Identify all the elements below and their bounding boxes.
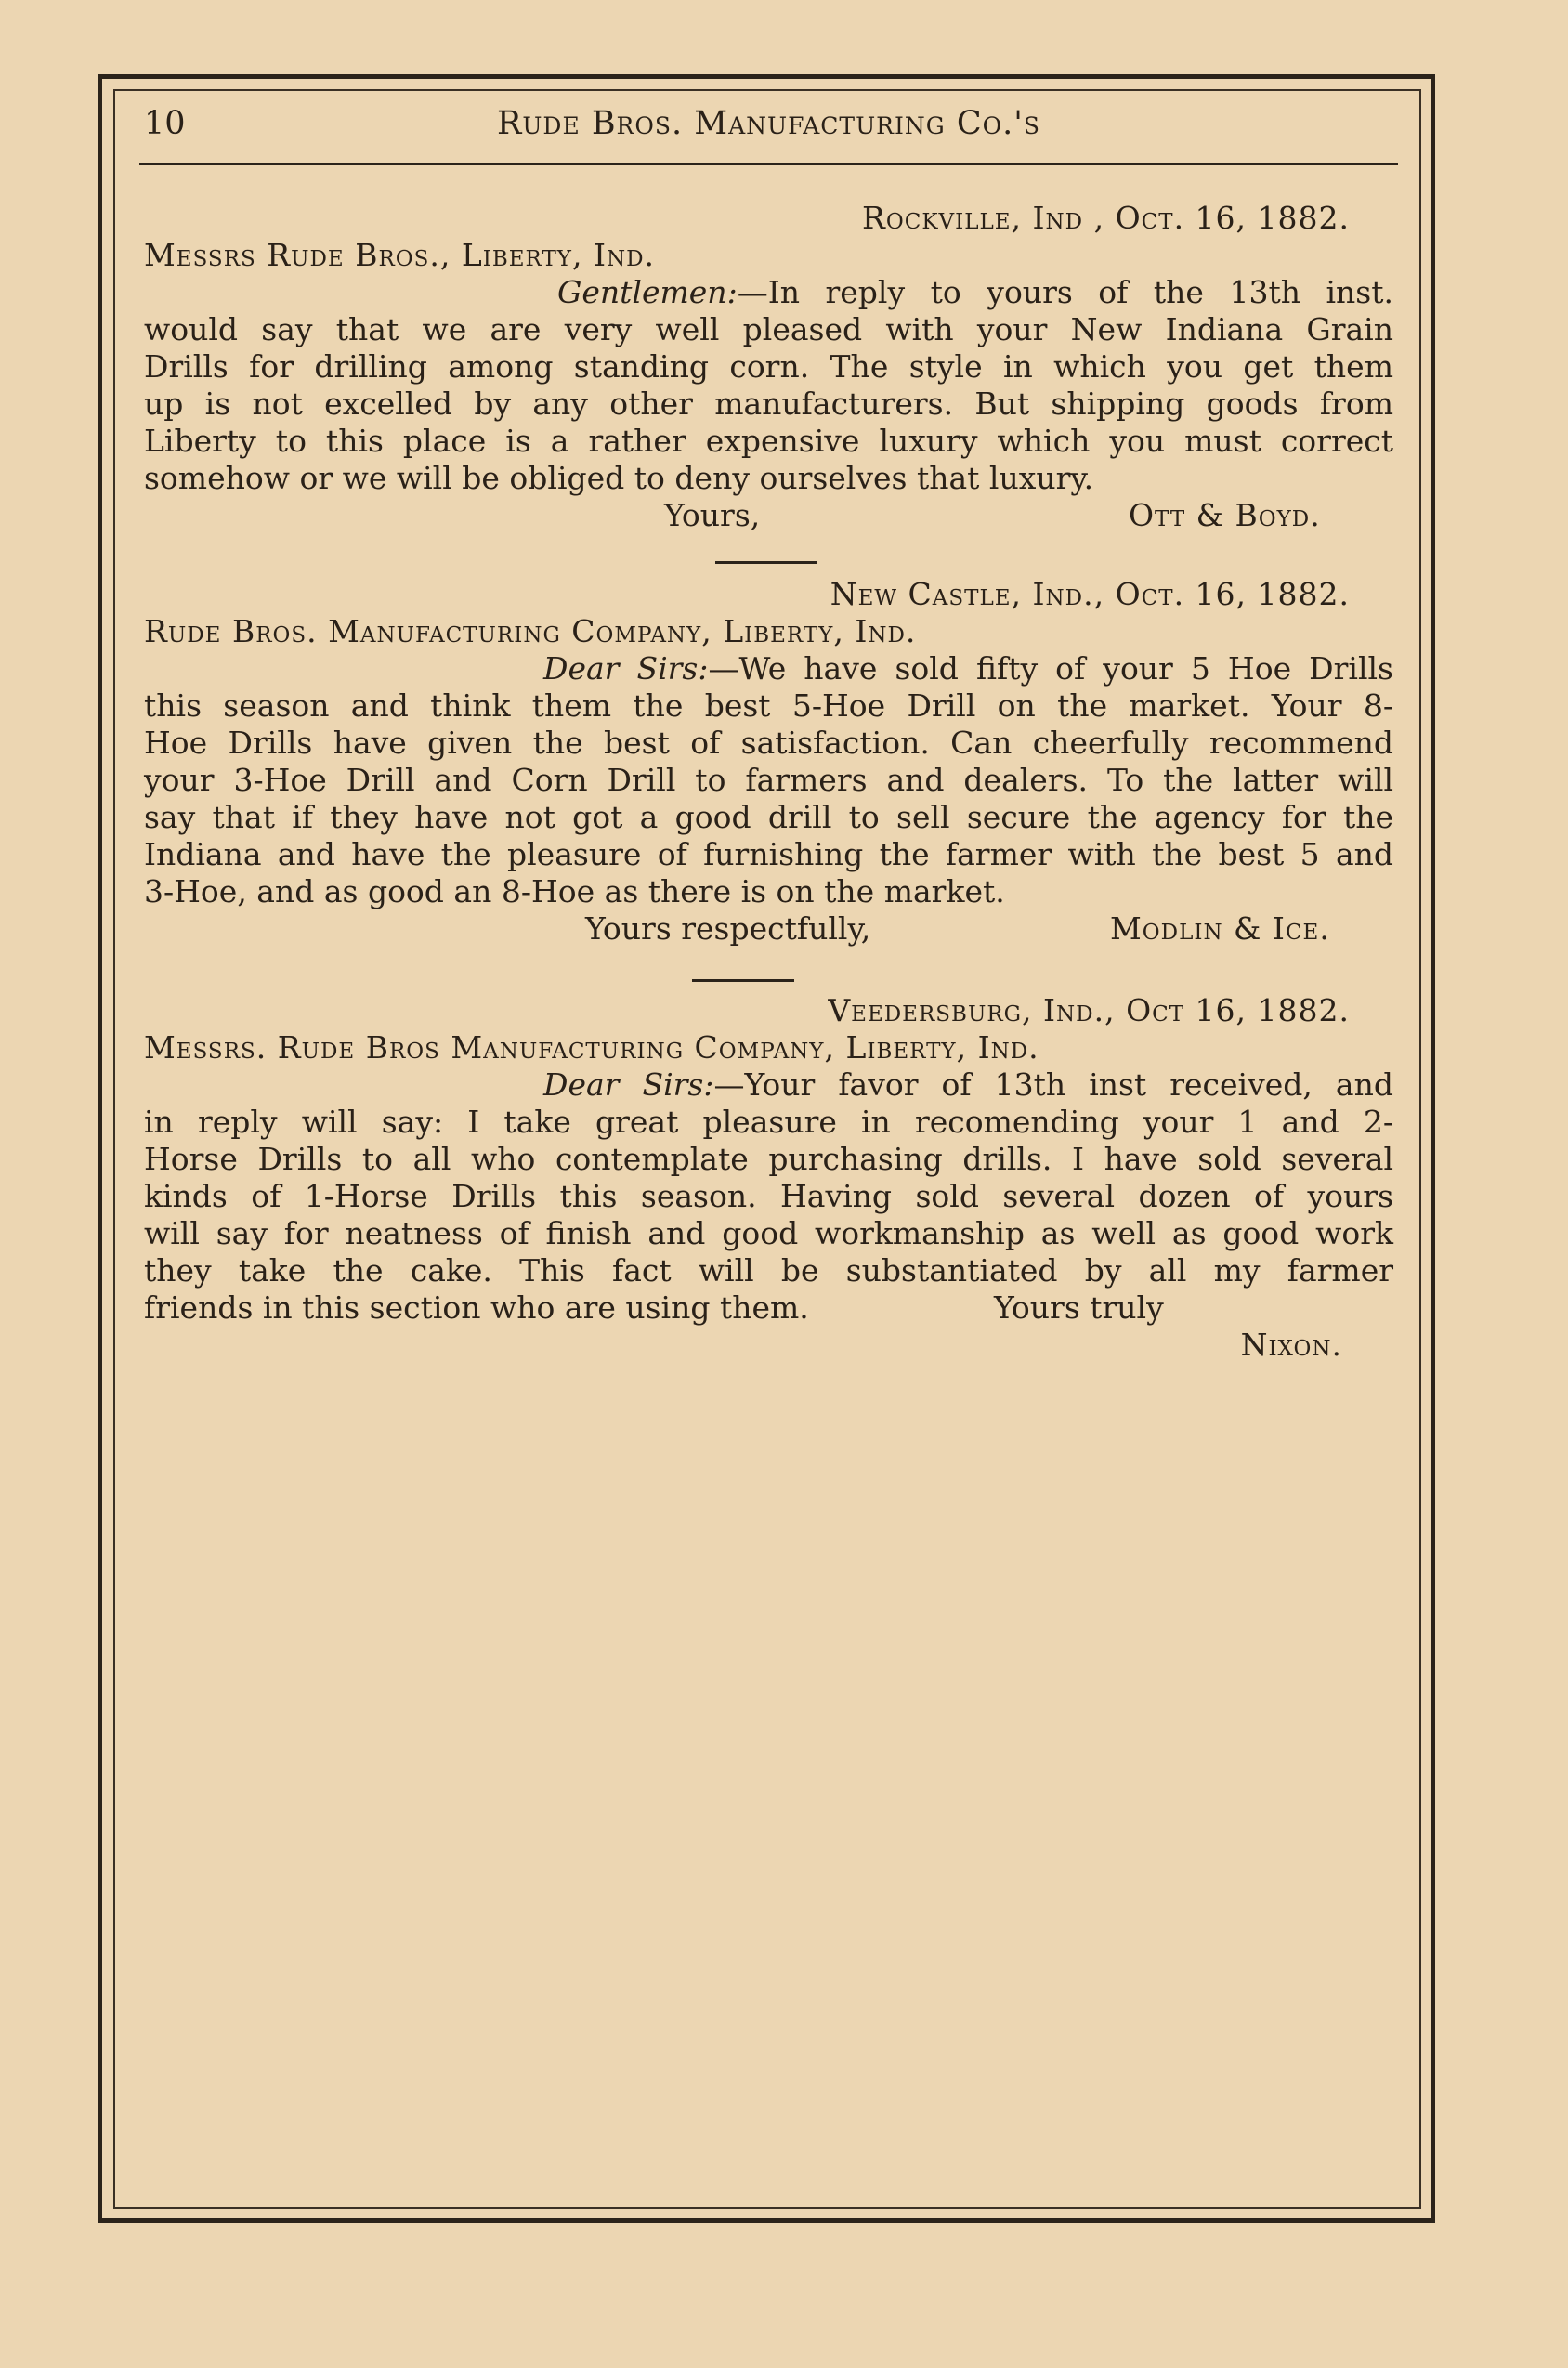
address: Messrs. Rude Bros Manufacturing Company, Liberty, Ind. <box>144 1029 1039 1066</box>
signoff <box>144 497 1393 534</box>
body-line: kinds of 1-Horse Drills this season. Having sold several dozen of yours <box>144 1178 1393 1214</box>
body-line: this season and think them the best 5-Hoe Drill on the market. Your 8- <box>144 687 1393 724</box>
body-line: up is not excelled by any other manufacturers. But shipping goods from <box>144 386 1393 422</box>
letter-rockville <box>144 200 1393 534</box>
body-line: would say that we are very well pleased with your New Indiana Grain <box>144 311 1393 347</box>
body-line: Hoe Drills have given the best of satisfaction. Can cheerfully recommend <box>144 725 1393 761</box>
body-line: Liberty to this place is a rather expensive luxury which you must correct <box>144 423 1393 459</box>
letter-veedersburg <box>144 992 1393 1364</box>
body-line: they take the cake. This fact will be substantiated by all my farmer <box>144 1252 1393 1289</box>
body-text: —We have sold fifty of your 5 Hoe Drills <box>708 650 1393 687</box>
body-line: Horse Drills to all who contemplate purchasing drills. I have sold several <box>144 1141 1393 1177</box>
signoff <box>144 910 1393 948</box>
dateline: Veedersburg, Ind., Oct 16, 1882. <box>828 992 1350 1028</box>
letter-divider <box>715 561 817 564</box>
letter-divider <box>692 979 794 982</box>
closing: Yours truly <box>994 1289 1164 1326</box>
salutation: Dear Sirs: <box>543 1066 714 1103</box>
header-rule <box>139 163 1398 165</box>
body-line: Drills for drilling among standing corn. The style in which you get them <box>144 348 1393 385</box>
signoff <box>144 1289 1393 1327</box>
body-line: somehow or we will be obliged to deny ourselves that luxury. <box>144 460 1094 496</box>
body-line <box>144 274 1393 311</box>
body-line: friends in this section who are using them. <box>144 1289 809 1326</box>
body-line: in reply will say: I take great pleasure in recomending your 1 and 2- <box>144 1104 1393 1140</box>
address: Rude Bros. Manufacturing Company, Liberty, Ind. <box>144 613 917 649</box>
running-title: Rude Bros. Manufacturing Co.'s <box>496 105 1040 142</box>
signature: Nixon. <box>1240 1327 1342 1363</box>
letter-new-castle <box>144 576 1393 948</box>
body-line <box>144 1066 1393 1104</box>
body-line: your 3-Hoe Drill and Corn Drill to farmers and dealers. To the latter will <box>144 762 1393 798</box>
body-line: will say for neatness of finish and good workmanship as well as good work <box>144 1215 1393 1251</box>
body-line: Indiana and have the pleasure of furnishing the farmer with the best 5 and <box>144 836 1393 872</box>
salutation: Gentlemen: <box>557 274 738 310</box>
body-line <box>144 650 1393 687</box>
page-number: 10 <box>144 105 186 142</box>
signature: Modlin & Ice. <box>1110 910 1330 947</box>
body-text: —In reply to yours of the 13th inst. <box>737 274 1393 310</box>
body-line: 3-Hoe, and as good an 8-Hoe as there is on the market. <box>144 873 1005 909</box>
page-header <box>139 99 1398 146</box>
body-line: say that if they have not got a good drill to sell secure the agency for the <box>144 799 1393 835</box>
dateline: Rockville, Ind , Oct. 16, 1882. <box>862 200 1350 236</box>
salutation: Dear Sirs: <box>543 650 709 687</box>
closing: Yours, <box>664 497 761 533</box>
signature: Ott & Boyd. <box>1129 497 1321 533</box>
body-text: —Your favor of 13th inst received, and <box>713 1066 1393 1103</box>
closing: Yours respectfully, <box>585 910 871 947</box>
dateline: New Castle, Ind., Oct. 16, 1882. <box>830 576 1350 612</box>
address: Messrs Rude Bros., Liberty, Ind. <box>144 237 656 273</box>
